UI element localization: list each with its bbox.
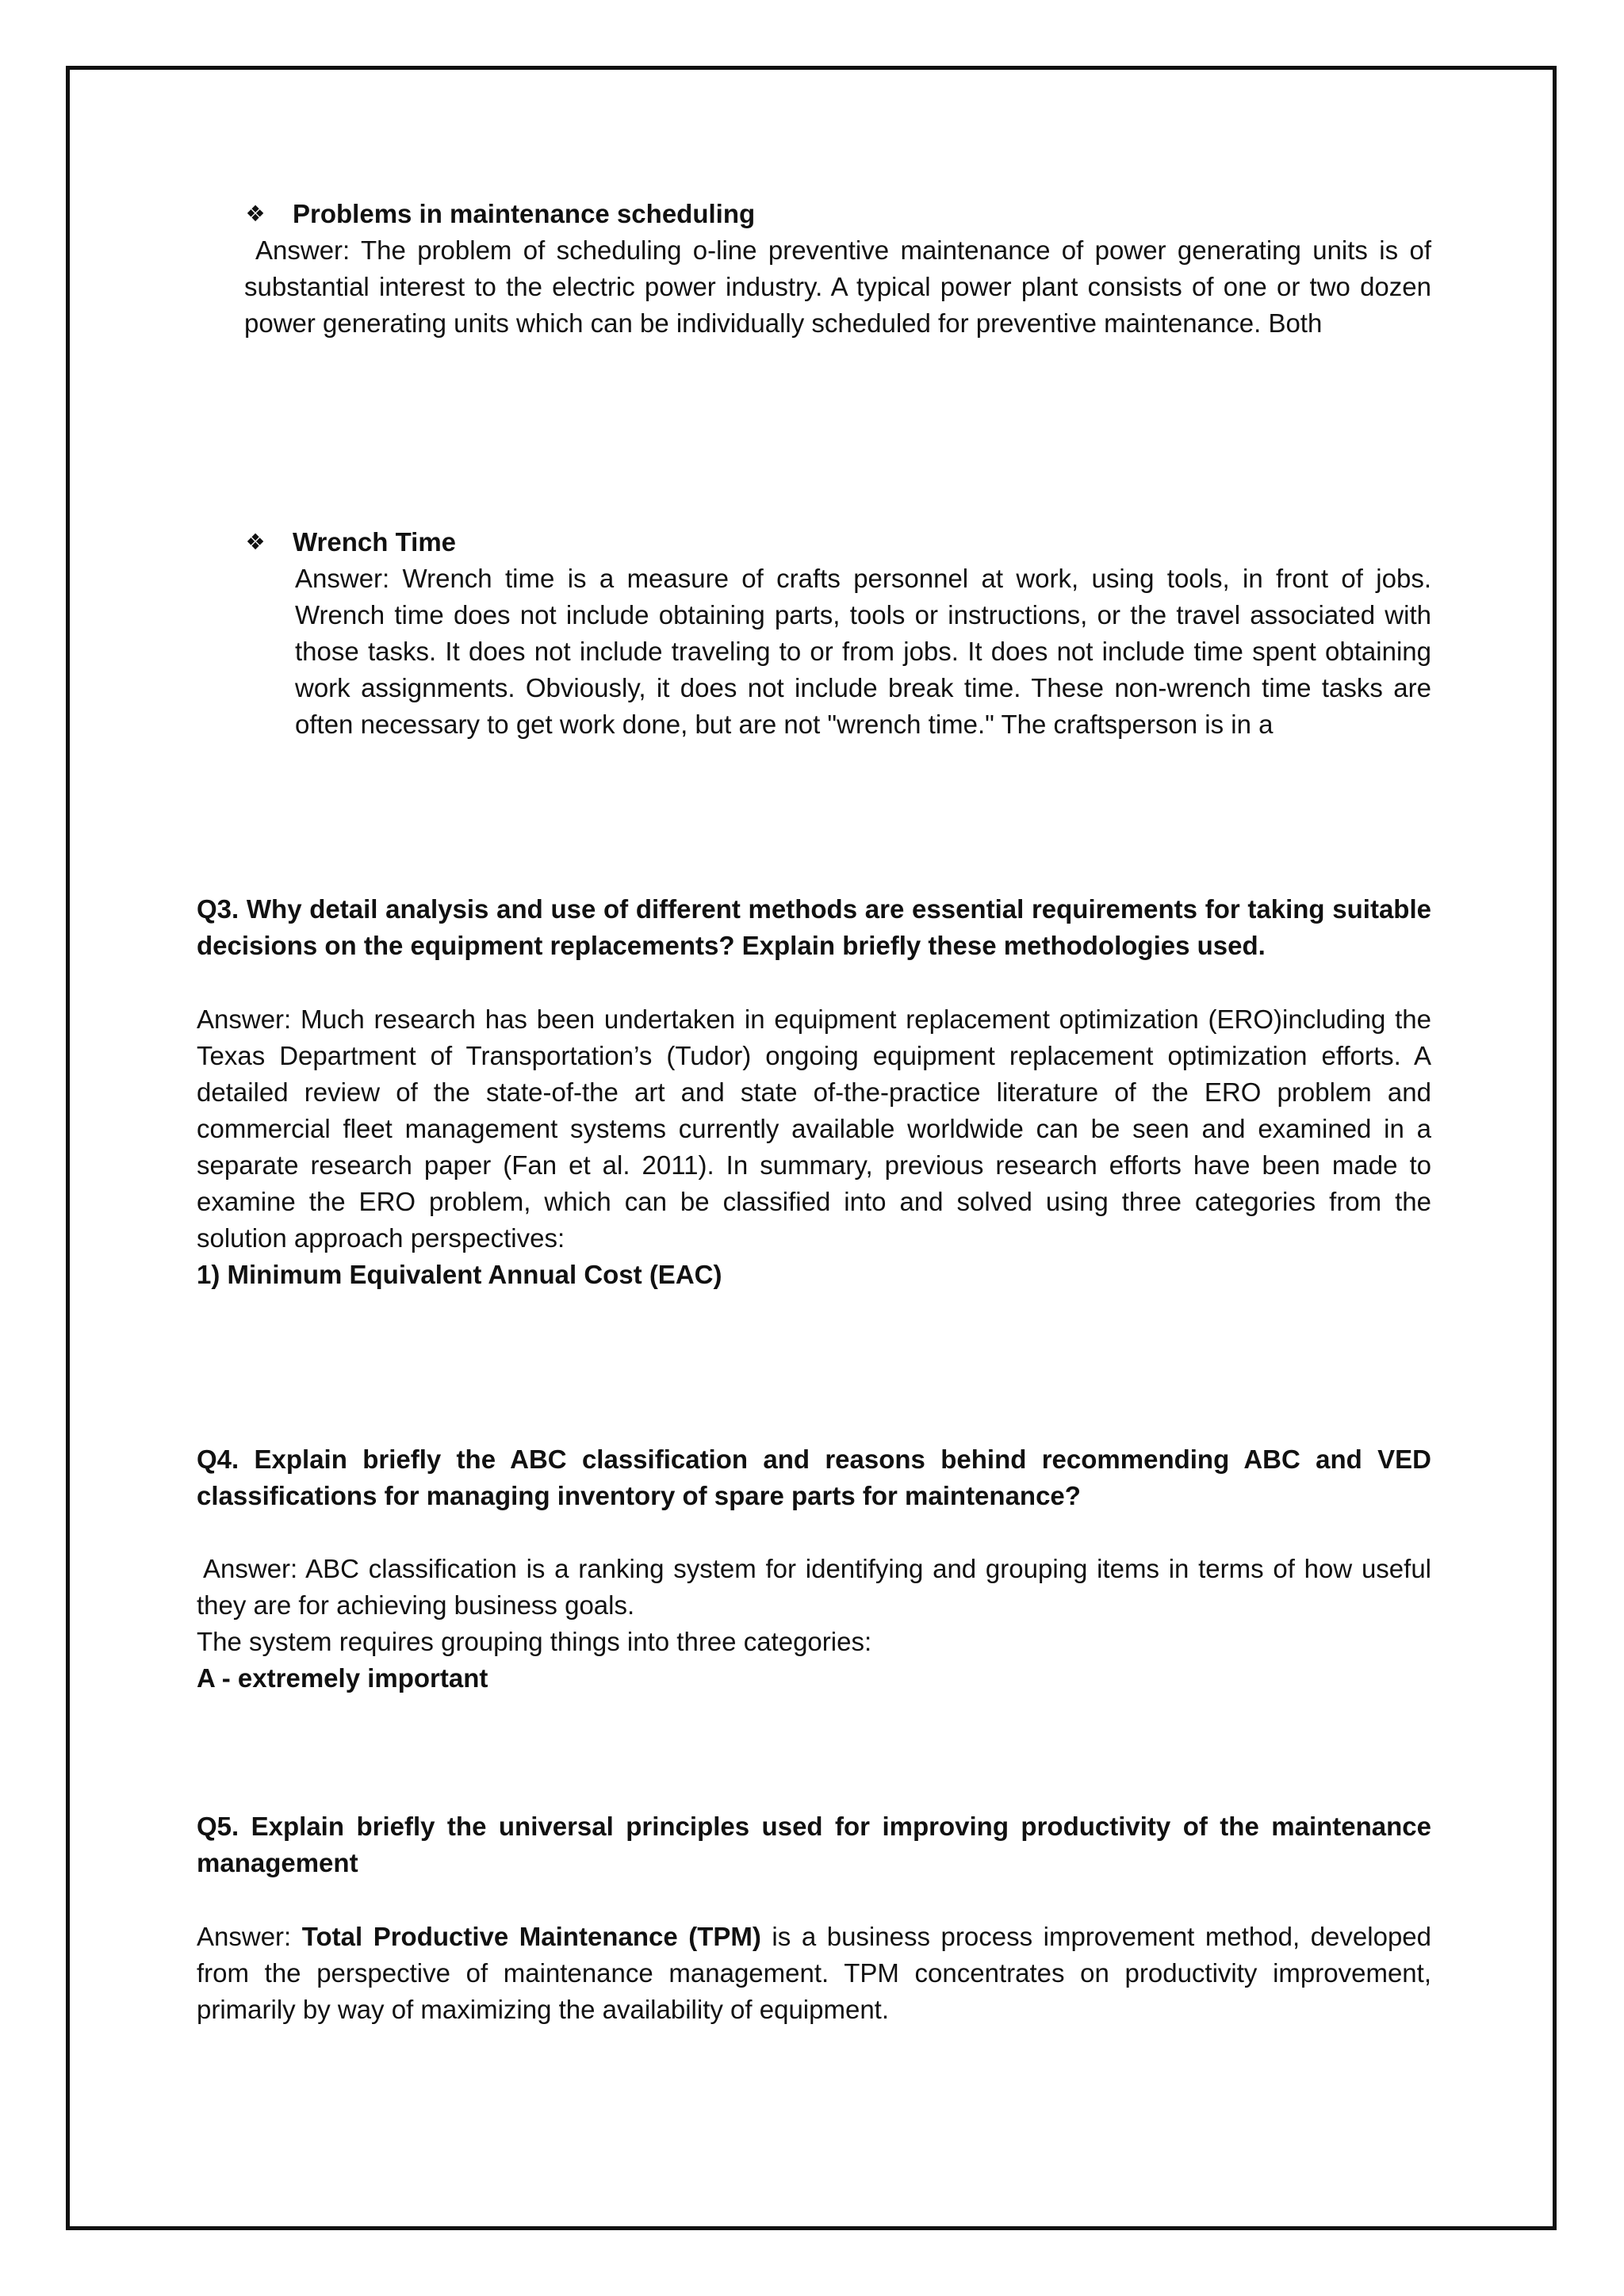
- answer-rest: is a business process improvement method, developed from the perspective of maintenance management. TPM concentrates on productivity improvement, primarily by way of maximizing the availability of equipment.: [197, 1922, 1431, 2024]
- answer-q4: [197, 1551, 1431, 1697]
- answer-text: Answer: ABC classification is a ranking system for identifying and grouping items in terms of how useful they are for achieving business goals.: [197, 1554, 1431, 1620]
- section-heading-row: [242, 524, 1431, 561]
- section-heading: Problems in maintenance scheduling: [293, 199, 756, 228]
- section-problems-answer-block: [244, 232, 1431, 342]
- section-problems-in-maintenance-scheduling: [242, 196, 1431, 232]
- section-answer: Answer: Wrench time is a measure of crafts personnel at work, using tools, in front of jobs. Wrench time does not include obtaining parts, tools or instructions, or the travel associated with those tasks. It does not include traveling to or from jobs. It does not include time spent obtaining work assignments. Obviously, it does not include break time. These non-wrench time tasks are often necessary to get work done, but are not "wrench time." The craftsperson is in a: [295, 564, 1431, 739]
- question-q3: [197, 891, 1431, 964]
- question-text: Q3. Why detail analysis and use of different methods are essential requirements for taking suitable decisions on the equipment replacements? Explain briefly these methodologies used.: [197, 894, 1431, 960]
- answer-point: A - extremely important: [197, 1663, 488, 1693]
- answer-point: 1) Minimum Equivalent Annual Cost (EAC): [197, 1260, 722, 1289]
- question-q4: [197, 1441, 1431, 1514]
- answer-line: The system requires grouping things into three categories:: [197, 1627, 872, 1656]
- answer-text: Answer: Much research has been undertaken in equipment replacement optimization (ERO)including the Texas Department of Transportation’s (Tudor) ongoing equipment replacement optimization efforts. A detailed review of the state-of-the art and state of-the-practice literature of the ERO problem and commercial fleet management systems currently available worldwide can be seen and examined in a separate research paper (Fan et al. 2011). In summary, previous research efforts have been made to examine the ERO problem, which can be classified into and solved using three categories from the solution approach perspectives:: [197, 1004, 1431, 1253]
- question-text: Q5. Explain briefly the universal principles used for improving productivity of the maintenance management: [197, 1812, 1431, 1877]
- question-q5: [197, 1808, 1431, 1881]
- diamond-bullet-icon: ❖: [245, 530, 266, 554]
- answer-q5: [197, 1919, 1431, 2028]
- answer-bold-term: Total Productive Maintenance (TPM): [301, 1922, 761, 1951]
- section-heading-row: [242, 196, 1431, 232]
- answer-text: [197, 1919, 1431, 2028]
- section-answer: Answer: The problem of scheduling o-line preventive maintenance of power generating units is of substantial interest to the electric power industry. A typical power plant consists of one or two dozen power generating units which can be individually scheduled for preventive maintenance. Both: [244, 235, 1431, 338]
- answer-q3: [197, 1001, 1431, 1293]
- diamond-bullet-icon: ❖: [245, 201, 266, 226]
- section-heading: Wrench Time: [293, 527, 457, 557]
- section-wrench-answer-block: [295, 561, 1431, 743]
- question-text: Q4. Explain briefly the ABC classification and reasons behind recommending ABC and VED classifications for managing inventory of spare parts for maintenance?: [197, 1445, 1431, 1510]
- section-wrench-time: [242, 524, 1431, 561]
- answer-prefix: Answer:: [197, 1922, 302, 1951]
